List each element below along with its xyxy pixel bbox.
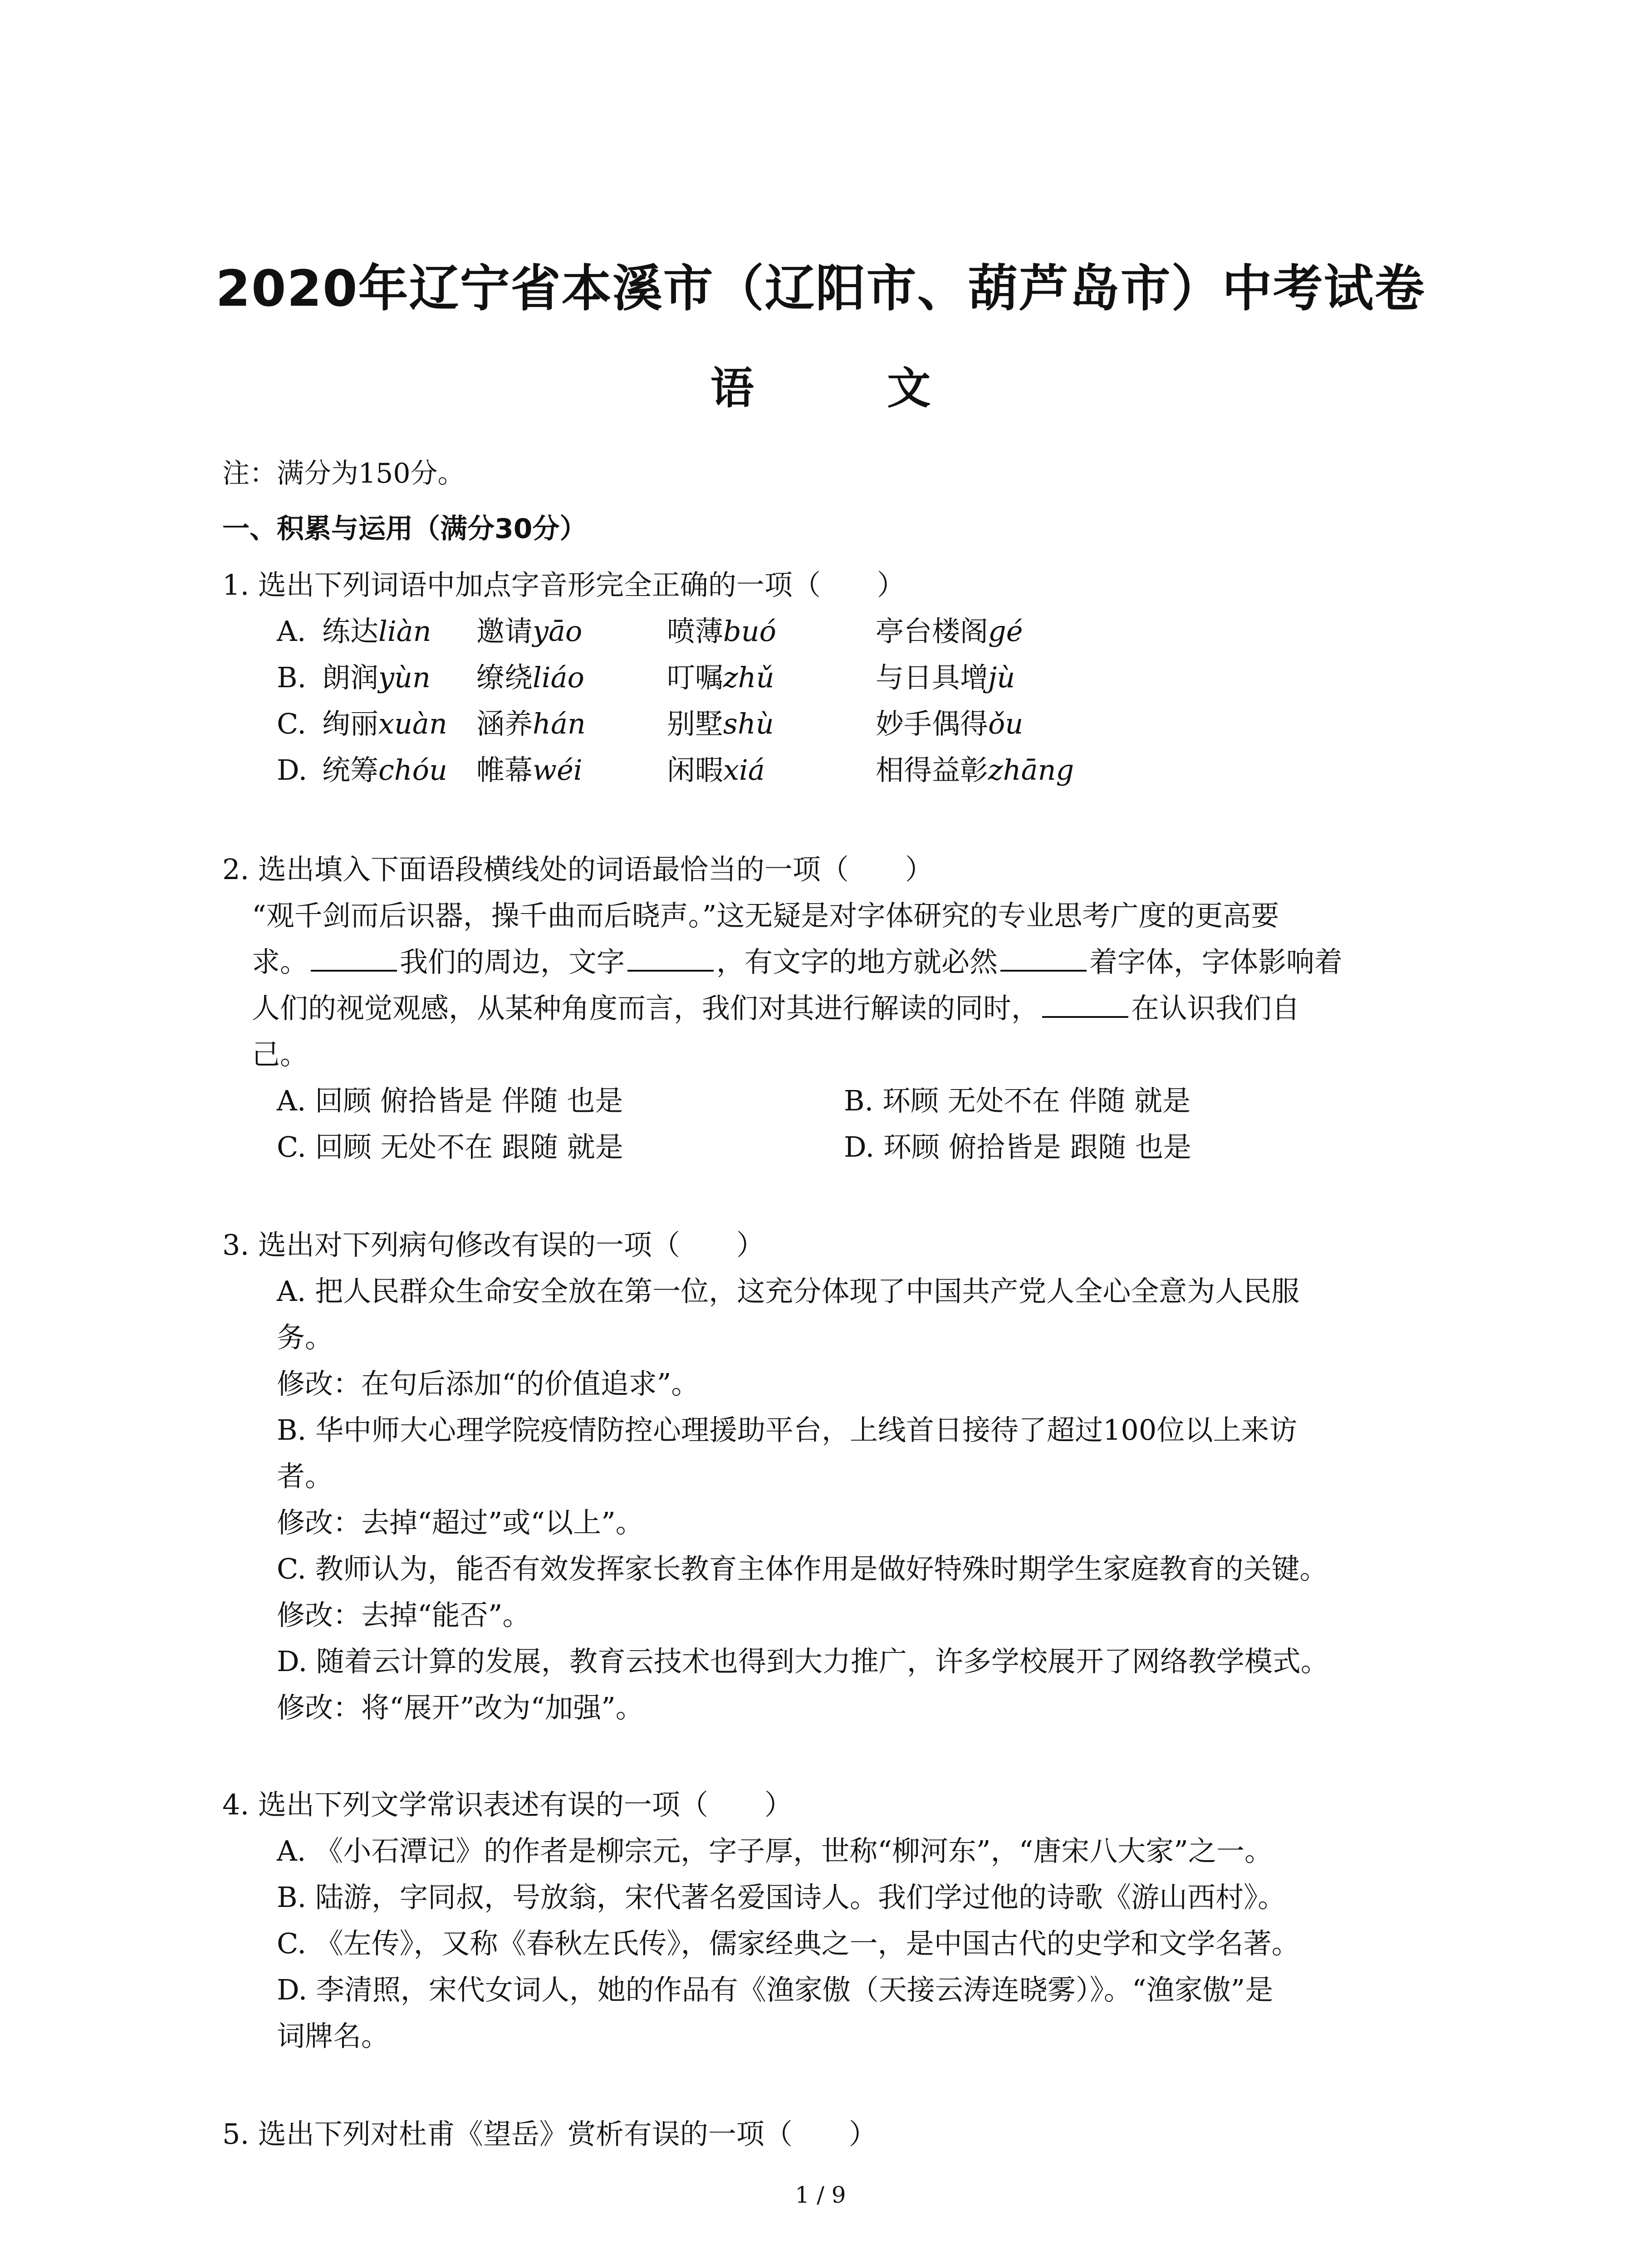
- option-a: A. 回顾 俯拾皆是 伴随 也是: [277, 1084, 623, 1117]
- word-with-pinyin: [322, 707, 447, 741]
- score-note: 注：满分为150分。: [222, 458, 465, 489]
- word: 亭台楼阁: [876, 615, 989, 648]
- word-with-pinyin: [667, 753, 765, 787]
- option-b-continued: 者。: [277, 1460, 333, 1493]
- word-with-pinyin: [667, 615, 776, 648]
- option-a: A. 《小石潭记》的作者是柳宗元，字子厚，世称“柳河东”，“唐宋八大家”之一。: [277, 1834, 1273, 1867]
- option-b: B. 陆游，字同叔，号放翁，宋代著名爱国诗人。我们学过他的诗歌《游山西村》。: [277, 1881, 1286, 1914]
- pinyin: gé: [988, 615, 1023, 648]
- passage-line-4: 己。: [252, 1038, 309, 1071]
- word-with-pinyin: [476, 707, 586, 741]
- question-4-stem: 4. 选出下列文学常识表述有误的一项（ ）: [222, 1788, 793, 1821]
- option-label: B.: [277, 661, 307, 694]
- option-a: A. 把人民群众生命安全放在第一位，这充分体现了中国共产党人全心全意为人民服: [277, 1275, 1300, 1308]
- pinyin: yāo: [533, 615, 583, 648]
- word-with-pinyin: [476, 615, 582, 648]
- option-b: B. 环顾 无处不在 伴随 就是: [844, 1084, 1191, 1117]
- pinyin: ǒu: [988, 707, 1024, 740]
- word-with-pinyin: [322, 661, 431, 694]
- page-number: 1 / 9: [795, 2182, 846, 2208]
- word-with-pinyin: [476, 661, 584, 694]
- option-d-continued: 词牌名。: [277, 2019, 390, 2053]
- answer-blank: [311, 947, 397, 972]
- word: 喷薄: [667, 615, 724, 648]
- passage-line-1: “观千剑而后识器，操千曲而后晓声。”这无疑是对字体研究的专业思考广度的更高要: [252, 899, 1279, 932]
- pinyin: jù: [988, 661, 1015, 694]
- word: 绚丽: [322, 707, 379, 740]
- question-3-stem: 3. 选出对下列病句修改有误的一项（ ）: [222, 1228, 764, 1261]
- answer-blank: [1000, 947, 1087, 972]
- word: 朗润: [322, 661, 379, 694]
- question-1-stem: 1. 选出下列词语中加点字音形完全正确的一项（ ）: [222, 568, 905, 601]
- section-heading: 一、积累与运用（满分30分）: [222, 513, 587, 545]
- option-c-revision: 修改：去掉“能否”。: [277, 1598, 531, 1632]
- word-with-pinyin: [876, 753, 1074, 787]
- word: 帷幕: [476, 753, 533, 787]
- word: 统筹: [322, 753, 379, 787]
- word-with-pinyin: [876, 707, 1023, 741]
- question-5-stem: 5. 选出下列对杜甫《望岳》赏析有误的一项（ ）: [222, 2117, 877, 2151]
- answer-blank: [627, 947, 714, 972]
- word-with-pinyin: [876, 661, 1015, 694]
- option-c: C. 《左传》，又称《春秋左氏传》，儒家经典之一，是中国古代的史学和文学名著。: [277, 1927, 1300, 1960]
- word-with-pinyin: [322, 753, 447, 787]
- option-a-revision: 修改：在句后添加“的价值追求”。: [277, 1367, 700, 1400]
- word-with-pinyin: [667, 707, 774, 741]
- word: 缭绕: [476, 661, 533, 694]
- pinyin: liáo: [533, 661, 584, 694]
- option-d: D. 环顾 俯拾皆是 跟随 也是: [844, 1130, 1192, 1163]
- subject-title: 语 文: [710, 363, 990, 414]
- pinyin: shù: [723, 707, 774, 740]
- word-with-pinyin: [876, 615, 1023, 648]
- word: 涵养: [476, 707, 533, 740]
- word: 叮嘱: [667, 661, 724, 694]
- word-with-pinyin: [476, 753, 583, 787]
- word-with-pinyin: [667, 661, 774, 694]
- option-a-continued: 务。: [277, 1321, 333, 1354]
- word-with-pinyin: [322, 615, 431, 648]
- word: 别墅: [667, 707, 724, 740]
- pinyin: chóu: [378, 753, 447, 787]
- option-c: C. 回顾 无处不在 跟随 就是: [277, 1130, 623, 1163]
- pinyin: wéi: [533, 753, 583, 787]
- pinyin: hán: [533, 707, 586, 740]
- option-d-revision: 修改：将“展开”改为“加强”。: [277, 1691, 644, 1724]
- option-b: B. 华中师大心理学院疫情防控心理援助平台，上线首日接待了超过100位以上来访: [277, 1413, 1298, 1447]
- pinyin: buó: [723, 615, 776, 648]
- option-label: D.: [277, 753, 308, 787]
- exam-title: 2020年辽宁省本溪市（辽阳市、葫芦岛市）中考试卷: [216, 259, 1425, 318]
- pinyin: xuàn: [378, 707, 447, 740]
- option-d: D. 随着云计算的发展，教育云技术也得到大力推广，许多学校展开了网络教学模式。: [277, 1645, 1329, 1678]
- pinyin: zhāng: [988, 753, 1074, 787]
- word: 练达: [322, 615, 379, 648]
- word: 相得益彰: [876, 753, 989, 787]
- pinyin: yùn: [378, 661, 431, 694]
- answer-blank: [1042, 993, 1128, 1018]
- option-c: C. 教师认为，能否有效发挥家长教育主体作用是做好特殊时期学生家庭教育的关键。: [277, 1552, 1328, 1585]
- word: 妙手偶得: [876, 707, 989, 740]
- option-d: D. 李清照，宋代女词人，她的作品有《渔家傲（天接云涛连晓雾）》。“渔家傲”是: [277, 1973, 1274, 2006]
- pinyin: liàn: [378, 615, 431, 648]
- pinyin: zhǔ: [723, 661, 774, 694]
- option-b-revision: 修改：去掉“超过”或“以上”。: [277, 1506, 644, 1539]
- word: 与日具增: [876, 661, 989, 694]
- passage-line-2: 求。 我们的周边，文字 ，有文字的地方就必然 着字体，字体影响着: [252, 945, 1343, 978]
- option-label: C.: [277, 707, 306, 740]
- word: 闲暇: [667, 753, 724, 787]
- word: 邀请: [476, 615, 533, 648]
- pinyin: xiá: [723, 753, 765, 787]
- option-label: A.: [277, 615, 306, 648]
- question-2-stem: 2. 选出填入下面语段横线处的词语最恰当的一项（ ）: [222, 853, 933, 886]
- passage-line-3: 人们的视觉观感，从某种角度而言，我们对其进行解读的同时， 在认识我们自: [252, 992, 1300, 1025]
